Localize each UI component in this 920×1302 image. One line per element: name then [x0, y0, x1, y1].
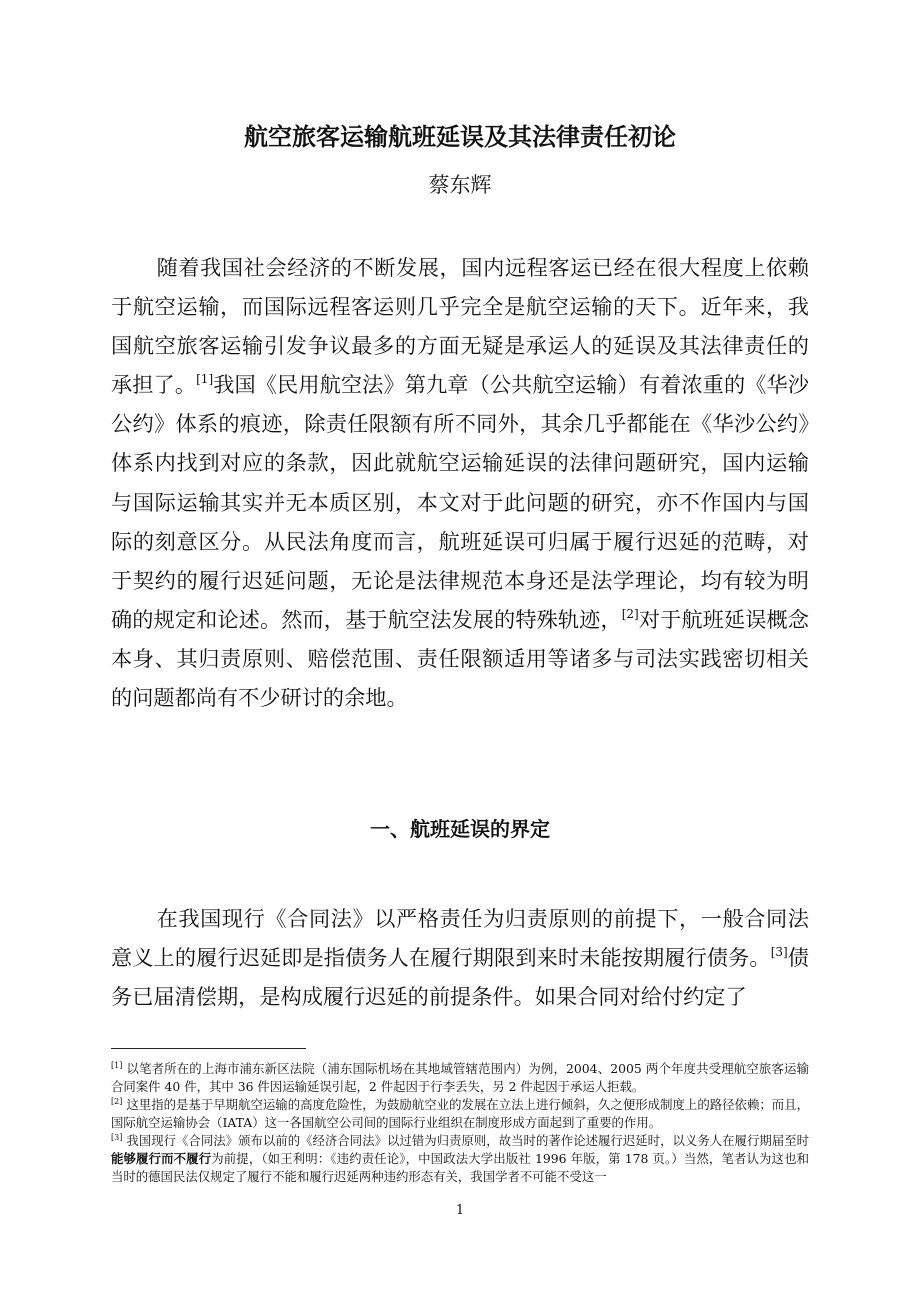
footnote-separator	[111, 1048, 306, 1049]
intro-paragraph	[111, 248, 809, 717]
footnotes	[111, 1060, 809, 1186]
footnote-ref-1[interactable]: [1]	[196, 372, 214, 387]
footnote-text: 为前提，（如王利明：《违约责任论》，中国政法大学出版社 1996 年版，第 178 页。）当然，笔者认为这也和当时的德国民法仅规定了履行不能和履行迟延两种违约形态有关，我国学者不可能不受这一	[111, 1151, 810, 1184]
intro-text-1: 随着我国社会经济的不断发展，国内远程客运已经在很大程度上依赖于航空运输，而国际远程客运则几乎完全是航空运输的天下。近年来，我国航空旅客运输引发争议最多的方面无疑是承运人的延误及其法律责任的承担了。	[111, 255, 809, 398]
author-name: 蔡东辉	[428, 173, 492, 197]
intro-text-3: 对于航班延误概念本身、其归责原则、赔偿范围、责任限额适用等诸多与司法实践密切相关的问题都尚有不少研讨的余地。	[111, 606, 809, 711]
section-text-1: 在我国现行《合同法》以严格责任为归责原则的前提下，一般合同法意义上的履行迟延即是指债务人在履行期限到来时未能按期履行债务。	[111, 906, 809, 971]
page-number: 1	[455, 1203, 465, 1218]
footnote-text: 以笔者所在的上海市浦东新区法院（浦东国际机场在其地域管辖范围内）为例，2004、2005 两个年度共受理航空旅客运输合同案件 40 件，其中 36 件因运输延误引起，2 件起因于行李丢失，另 2 件起因于承运人拒载。	[111, 1061, 809, 1094]
section-heading: 一、航班延误的界定	[370, 817, 550, 841]
footnote-mark: [1]	[111, 1061, 123, 1070]
footnote-ref-3[interactable]: [3]	[770, 945, 788, 960]
footnote-emphasis: 能够履行而不履行	[111, 1151, 212, 1166]
intro-text-2: 我国《民用航空法》第九章（公共航空运输）有着浓重的《华沙公约》体系的痕迹，除责任限额有所不同外，其余几乎都能在《华沙公约》体系内找到对应的条款，因此就航空运输延误的法律问题研究，国内运输与国际运输其实并无本质区别，本文对于此问题的研究，亦不作国内与国际的刻意区分。从民法角度而言，航班延误可归属于履行迟延的范畴，对于契约的履行迟延问题，无论是法律规范本身还是法学理论，均有较为明确的规定和论述。然而，基于航空法发展的特殊轨迹，	[111, 372, 809, 632]
footnote-mark: [3]	[111, 1133, 123, 1142]
footnote-ref-2[interactable]: [2]	[621, 606, 639, 621]
footnote-3	[111, 1132, 809, 1186]
footnote-text: 我国现行《合同法》颁布以前的《经济合同法》以过错为归责原则，故当时的著作论述履行迟延时，以义务人在履行期届至时	[126, 1133, 809, 1148]
footnote-mark: [2]	[111, 1097, 123, 1106]
footnote-2	[111, 1096, 809, 1132]
document-title: 航空旅客运输航班延误及其法律责任初论	[244, 123, 676, 151]
section-paragraph	[111, 899, 809, 1016]
footnote-1	[111, 1060, 809, 1096]
footnote-text: 这里指的是基于早期航空运输的高度危险性，为鼓励航空业的发展在立法上进行倾斜，久之便形成制度上的路径依赖；而且，国际航空运输协会（IATA）这一各国航空公司间的国际行业组织在制度形成方面起到了重要的作用。	[111, 1097, 809, 1130]
section-text-2: 债务已届清偿期，是构成履行迟延的前提条件。如果合同对给付约定了	[111, 945, 809, 1010]
